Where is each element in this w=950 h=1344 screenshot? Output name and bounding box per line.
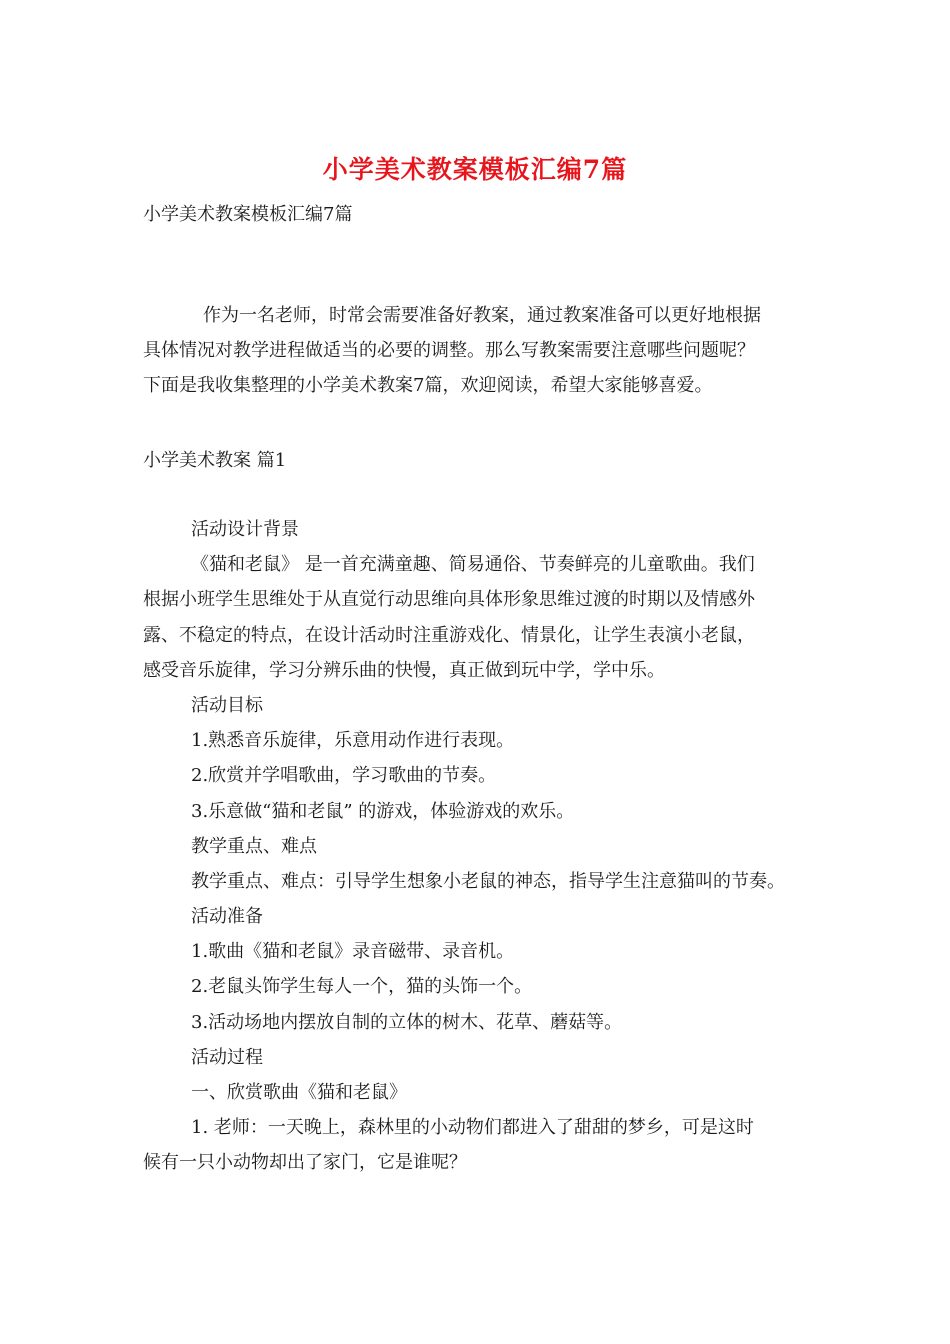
body-line: 露、不稳定的特点，在设计活动时注重游戏化、情景化，让学生表演小老鼠， bbox=[143, 624, 755, 646]
body-line: 教学重点、难点：引导学生想象小老鼠的神态，指导学生注意猫叫的节奏。 bbox=[191, 870, 785, 892]
body-line: 活动设计背景 bbox=[191, 519, 299, 540]
body-line: 感受音乐旋律，学习分辨乐曲的快慢，真正做到玩中学，学中乐。 bbox=[143, 659, 665, 681]
intro-line: 下面是我收集整理的小学美术教案7篇，欢迎阅读，希望大家能够喜爱。 bbox=[143, 375, 713, 396]
body-line: 1. 老师：一天晚上，森林里的小动物们都进入了甜甜的梦乡，可是这时 bbox=[191, 1117, 754, 1139]
body-line: 1.熟悉音乐旋律，乐意用动作进行表现。 bbox=[191, 730, 515, 752]
body-line: 候有一只小动物却出了家门，它是谁呢？ bbox=[143, 1152, 467, 1174]
body-line: 活动过程 bbox=[191, 1046, 263, 1068]
body-line: 一、欣赏歌曲《猫和老鼠》 bbox=[191, 1082, 407, 1103]
body-line: 《猫和老鼠》 是一首充满童趣、简易通俗、节奏鲜亮的儿童歌曲。我们 bbox=[191, 554, 755, 576]
body-line: 3.乐意做“猫和老鼠” 的游戏，体验游戏的欢乐。 bbox=[191, 800, 575, 822]
body-line: 根据小班学生思维处于从直觉行动思维向具体形象思维过渡的时期以及情感外 bbox=[143, 589, 755, 611]
body-line: 2.老鼠头饰学生每人一个，猫的头饰一个。 bbox=[191, 976, 533, 998]
body-line: 3.活动场地内摆放自制的立体的树木、花草、蘑菇等。 bbox=[191, 1011, 623, 1033]
intro-paragraph bbox=[143, 298, 813, 403]
body-line: 活动目标 bbox=[191, 694, 263, 716]
document-title: 小学美术教案模板汇编7篇 bbox=[322, 155, 628, 184]
document-subtitle: 小学美术教案模板汇编7篇 bbox=[143, 204, 353, 225]
section-body bbox=[143, 512, 823, 1181]
intro-line: 作为一名老师，时常会需要准备好教案，通过教案准备可以更好地根据 bbox=[203, 305, 761, 326]
section-heading: 小学美术教案 篇1 bbox=[143, 450, 287, 471]
intro-line: 具体情况对教学进程做适当的必要的调整。那么写教案需要注意哪些问题呢？ bbox=[143, 340, 755, 361]
body-line: 1.歌曲《猫和老鼠》录音磁带、录音机。 bbox=[191, 941, 515, 963]
body-line: 活动准备 bbox=[191, 906, 263, 928]
body-line: 2.欣赏并学唱歌曲，学习歌曲的节奏。 bbox=[191, 765, 497, 787]
body-line: 教学重点、难点 bbox=[191, 835, 317, 857]
